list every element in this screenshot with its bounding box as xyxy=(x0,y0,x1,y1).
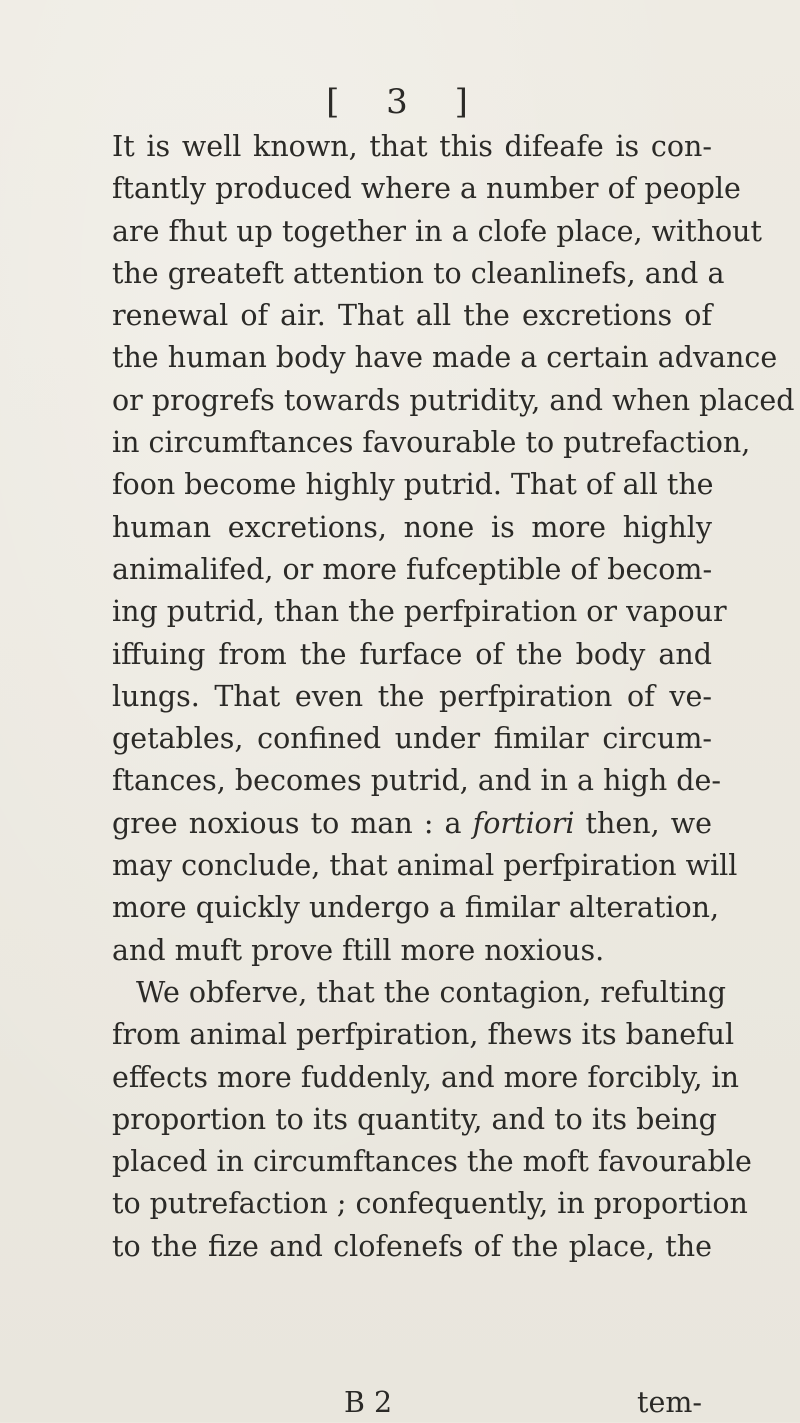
text-line: We obferve, that the contagion, refulting xyxy=(136,975,727,1009)
text-line: and muft prove ftill more noxious. xyxy=(112,933,605,967)
text-line: placed in circumftances the moft favourable xyxy=(112,1145,752,1179)
text-line: ing putrid, than the perfpiration or vapour xyxy=(112,595,727,629)
text-line: getables, confined under fimilar circum- xyxy=(112,722,712,756)
italic-phrase: fortiori xyxy=(472,806,575,840)
text-line: animalifed, or more fufceptible of becom- xyxy=(112,552,713,586)
body-text xyxy=(112,126,795,1268)
text-line: in circumftances favourable to putrefaction, xyxy=(112,426,751,460)
text-line: human excretions, none is more highly xyxy=(112,510,712,544)
page-number: [ 3 ] xyxy=(326,82,486,122)
text-line: the human body have made a certain advance xyxy=(112,341,778,375)
text-line-italic-mixed xyxy=(112,803,712,845)
text-line: ftances, becomes putrid, and in a high de- xyxy=(112,764,721,798)
text-line: lungs. That even the perfpiration of ve- xyxy=(112,679,712,713)
text-line: or progrefs towards putridity, and when placed xyxy=(112,383,795,417)
text-line: proportion to its quantity, and to its being xyxy=(112,1102,717,1136)
text-line: to putrefaction ; confequently, in proportion xyxy=(112,1187,748,1221)
text-line: to the fize and clofenefs of the place, the xyxy=(112,1229,712,1263)
catchword: tem- xyxy=(637,1386,702,1419)
text-line: ftantly produced where a number of people xyxy=(112,172,741,206)
signature-mark: B 2 xyxy=(344,1386,393,1419)
text-segment: then, we xyxy=(574,806,713,840)
text-line: are fhut up together in a clofe place, without xyxy=(112,214,762,248)
text-line: iffuing from the furface of the body and xyxy=(112,637,712,671)
text-line: from animal perfpiration, fhews its baneful xyxy=(112,1018,735,1052)
text-line: effects more fuddenly, and more forcibly, in xyxy=(112,1060,740,1094)
text-segment: gree noxious to man : a xyxy=(112,806,473,840)
text-line: It is well known, that this difeafe is con- xyxy=(112,130,712,163)
text-line: may conclude, that animal perfpiration will xyxy=(112,849,738,883)
text-line: more quickly undergo a fimilar alteration, xyxy=(112,891,720,925)
text-line: renewal of air. That all the excretions of xyxy=(112,299,712,333)
text-line: the greateft attention to cleanlinefs, and a xyxy=(112,256,725,290)
page-footer xyxy=(112,1383,712,1423)
text-line: foon become highly putrid. That of all the xyxy=(112,468,714,502)
